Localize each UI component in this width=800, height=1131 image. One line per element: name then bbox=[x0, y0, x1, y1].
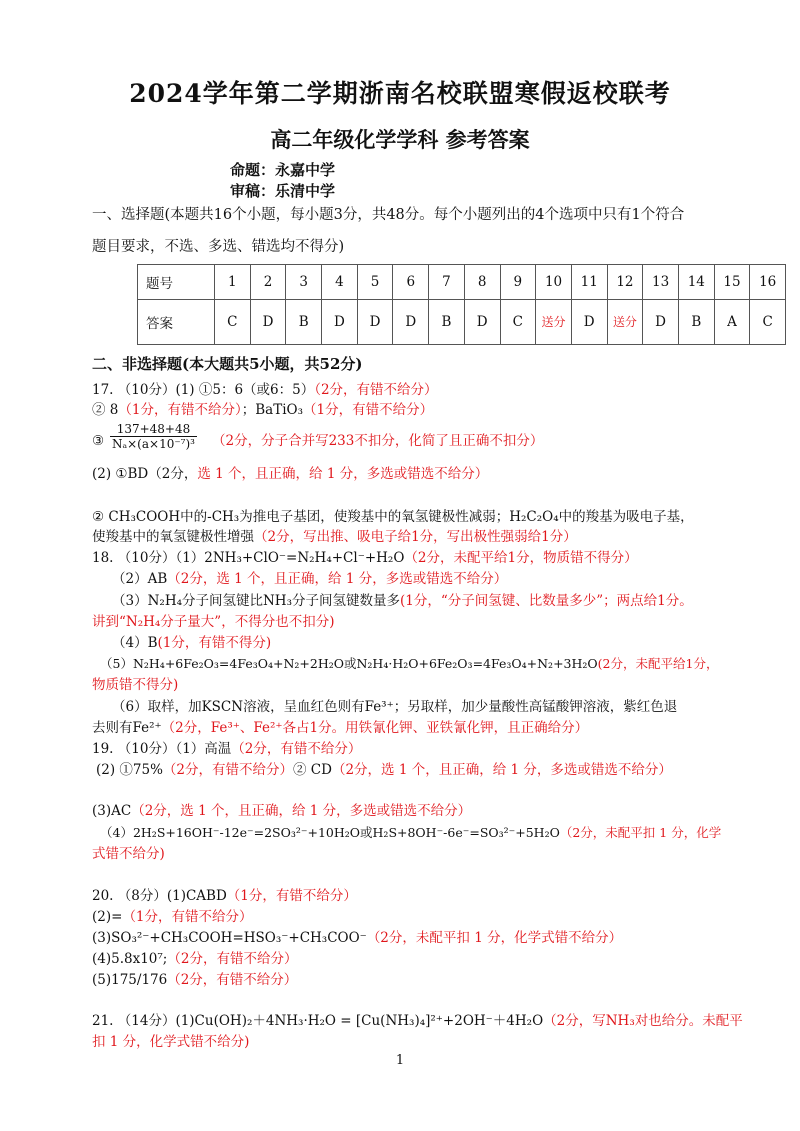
answer-cell: A bbox=[714, 300, 750, 345]
q18-note: （2分，未配平给1分，物质错不得分） bbox=[404, 550, 638, 566]
q20-line2 bbox=[92, 908, 253, 926]
question-number: 6 bbox=[393, 265, 429, 300]
fraction-numerator: 137+48+48 bbox=[110, 422, 197, 437]
q18-line5 bbox=[100, 655, 718, 673]
q18-line4 bbox=[112, 634, 271, 652]
q17-answer: (2) ①BD（2分， bbox=[92, 466, 198, 482]
q19-answer: (2) ①75% bbox=[96, 762, 163, 778]
q20-line1 bbox=[92, 887, 357, 905]
q20-note: （2分，有错不给分） bbox=[167, 972, 298, 988]
question-number: 9 bbox=[500, 265, 536, 300]
q20-line3 bbox=[92, 929, 622, 947]
q18-line2 bbox=[112, 570, 507, 588]
question-number: 10 bbox=[536, 265, 572, 300]
q18-line1 bbox=[92, 549, 638, 567]
q17-note: （2分，写出推、吸电子给1分，写出极性强弱给1分） bbox=[254, 529, 577, 545]
question-number: 13 bbox=[643, 265, 679, 300]
q17-note: （1分，有错不给分） bbox=[303, 402, 434, 418]
q20-line5 bbox=[92, 971, 297, 989]
q19-note: （2分，有错不给分） bbox=[162, 762, 294, 778]
question-number: 3 bbox=[286, 265, 322, 300]
question-number: 11 bbox=[571, 265, 607, 300]
answer-cell: D bbox=[250, 300, 286, 345]
q18-note: (2分，未配平给1分， bbox=[597, 656, 719, 671]
q20-note: （1分，有错不给分） bbox=[122, 909, 253, 925]
q18-note: (1分，有错不得分) bbox=[157, 635, 272, 651]
answer-cell-bonus: 送分 bbox=[536, 300, 572, 345]
answer-cell: D bbox=[643, 300, 679, 345]
q17-note: （2分，有错不给分） bbox=[314, 382, 438, 398]
q17-answer: ② 8 bbox=[92, 402, 119, 418]
question-number: 4 bbox=[322, 265, 358, 300]
page-number: 1 bbox=[395, 1053, 405, 1068]
question-number: 16 bbox=[750, 265, 786, 300]
answer-table bbox=[137, 264, 786, 345]
q17-fraction bbox=[110, 422, 197, 451]
q20-answer: (4)5.8x10⁷; bbox=[92, 951, 168, 967]
q20-line4 bbox=[92, 950, 297, 968]
question-number: 2 bbox=[250, 265, 286, 300]
answer-cell: C bbox=[500, 300, 536, 345]
q20-note: （2分，有错不给分） bbox=[167, 951, 298, 967]
q19-answer: 19. （10分）（1）高温 bbox=[92, 741, 232, 757]
question-number: 1 bbox=[215, 265, 251, 300]
answer-cell: D bbox=[357, 300, 393, 345]
question-number: 14 bbox=[678, 265, 714, 300]
q17-answer: 17. （10分）(1) ①5：6（或6：5） bbox=[92, 382, 315, 398]
answer-cell: C bbox=[215, 300, 251, 345]
q18-answer: 去则有Fe²⁺ bbox=[92, 720, 162, 736]
answer-cell: C bbox=[750, 300, 786, 345]
question-number: 15 bbox=[714, 265, 750, 300]
answer-table-answer-row bbox=[138, 300, 786, 345]
q17-line6 bbox=[92, 528, 577, 546]
reviewer-line: 审稿：乐清中学 bbox=[230, 182, 336, 200]
row-label-number: 题号 bbox=[138, 265, 215, 300]
q19-note: （2分，选 1 个，且正确，给 1 分，多选或错选不给分） bbox=[131, 803, 472, 819]
q17-note: 选 1 个，且正确，给 1 分，多选或错选不给分） bbox=[197, 466, 489, 482]
question-number: 12 bbox=[607, 265, 643, 300]
q18-note: 物质错不得分) bbox=[92, 677, 179, 693]
q18-answer: （2）AB bbox=[112, 571, 168, 587]
q19-answer: (3)AC bbox=[92, 803, 132, 819]
q21-note: （2分，写NH₃对也给分。未配平 bbox=[543, 1013, 743, 1029]
q18-answer: （5）N₂H₄+6Fe₂O₃=4Fe₃O₄+N₂+2H₂O或N₂H₄·H₂O+6Fe₂O₃=4Fe₃O₄+N₂+3H₂O bbox=[100, 656, 598, 671]
q19-answer: ② CD bbox=[293, 762, 332, 778]
question-number: 5 bbox=[357, 265, 393, 300]
answer-cell: D bbox=[322, 300, 358, 345]
page-title: 2024学年第二学期浙南名校联盟寒假返校联考 bbox=[129, 79, 671, 108]
q18-answer: （3）N₂H₄分子间氢键比NH₃分子间氢键数量多 bbox=[112, 593, 400, 609]
answer-cell: B bbox=[678, 300, 714, 345]
q19-note: （2分，选 1 个，且正确，给 1 分，多选或错选不给分） bbox=[331, 762, 672, 778]
section2-heading: 二、非选择题(本大题共5小题，共52分) bbox=[92, 355, 363, 373]
row-label-answer: 答案 bbox=[138, 300, 215, 345]
q19-line4 bbox=[100, 824, 721, 842]
answer-cell: D bbox=[393, 300, 429, 345]
section1-instructions-cont: 题目要求，不选、多选、错选均不得分) bbox=[92, 239, 345, 255]
question-number: 7 bbox=[429, 265, 465, 300]
q17-line2 bbox=[92, 401, 433, 419]
answer-cell-bonus: 送分 bbox=[607, 300, 643, 345]
q18-line6: （6）取样，加KSCN溶液，呈血红色则有Fe³⁺；另取样，加少量酸性高锰酸钾溶液，紫红色退 bbox=[112, 699, 678, 715]
section1-instructions: 一、选择题(本题共16个小题，每小题3分，共48分。每个小题列出的4个选项中只有1个符合 bbox=[92, 207, 685, 223]
answer-cell: D bbox=[571, 300, 607, 345]
q17-answer: 使羧基中的氧氢键极性增强 bbox=[92, 529, 254, 545]
q18-line7 bbox=[92, 719, 588, 737]
q21-note: 扣 1 分，化学式错不给分) bbox=[92, 1034, 250, 1050]
q19-note: （2分，未配平扣 1 分，化学 bbox=[559, 825, 722, 840]
q17-line5: ② CH₃COOH中的-CH₃为推电子基团，使羧基中的氧氢键极性减弱；H₂C₂O₄中的羧基为吸电子基， bbox=[92, 509, 694, 525]
q18-answer: （4）B bbox=[112, 635, 158, 651]
page-subtitle: 高二年级化学学科 参考答案 bbox=[270, 127, 530, 152]
q17-note: （2分，分子合并写233不扣分，化简了且正确不扣分） bbox=[212, 433, 544, 449]
q20-answer: 20. （8分）(1)CABD bbox=[92, 888, 227, 904]
q19-line1 bbox=[92, 740, 361, 758]
q21-line1 bbox=[92, 1012, 743, 1030]
author-line: 命题：永嘉中学 bbox=[230, 161, 336, 179]
q20-answer: (3)SO₃²⁻+CH₃COOH=HSO₃⁻+CH₃COO⁻ bbox=[92, 930, 367, 946]
q19-note: 式错不给分) bbox=[92, 846, 165, 862]
q20-answer: (2)= bbox=[92, 909, 123, 925]
q18-line3 bbox=[112, 592, 693, 610]
answer-table-number-row bbox=[138, 265, 786, 300]
q18-note: 讲到“N₂H₄分子量大”，不得分也不扣分) bbox=[92, 614, 335, 630]
q20-note: （1分，有错不给分） bbox=[226, 888, 357, 904]
q17-note: （1分，有错不给分） bbox=[118, 402, 242, 418]
q17-line4 bbox=[92, 465, 488, 483]
q18-note: (1分，“分子间氢键、比数量多少”；两点给1分。 bbox=[400, 593, 693, 609]
q20-answer: (5)175/176 bbox=[92, 972, 168, 988]
q19-line2 bbox=[96, 761, 672, 779]
answer-cell: D bbox=[464, 300, 500, 345]
q18-answer: 18. （10分）（1）2NH₃+ClO⁻=N₂H₄+Cl⁻+H₂O bbox=[92, 550, 405, 566]
answer-cell: B bbox=[286, 300, 322, 345]
fraction-denominator: Nₐ×(a×10⁻⁷)³ bbox=[112, 437, 195, 451]
q18-note: （2分，选 1 个，且正确，给 1 分，多选或错选不给分） bbox=[167, 571, 508, 587]
q21-answer: 21. （14分）(1)Cu(OH)₂＋4NH₃·H₂O = [Cu(NH₃)₄]²⁺+2OH⁻＋4H₂O bbox=[92, 1013, 544, 1029]
q18-note: （2分，Fe³⁺、Fe²⁺各占1分。用铁氰化钾、亚铁氰化钾，且正确给分） bbox=[161, 720, 589, 736]
q17-line3-marker: ③ bbox=[92, 433, 105, 449]
q17-line1 bbox=[92, 381, 438, 399]
q19-answer: （4）2H₂S+16OH⁻-12e⁻=2SO₃²⁻+10H₂O或H₂S+8OH⁻-6e⁻=SO₃²⁻+5H₂O bbox=[100, 825, 560, 840]
q17-answer: ；BaTiO₃ bbox=[241, 402, 304, 418]
q19-line3 bbox=[92, 802, 471, 820]
question-number: 8 bbox=[464, 265, 500, 300]
q20-note: （2分，未配平扣 1 分，化学式错不给分） bbox=[366, 930, 623, 946]
q19-note: （2分，有错不给分） bbox=[231, 741, 362, 757]
answer-cell: B bbox=[429, 300, 465, 345]
